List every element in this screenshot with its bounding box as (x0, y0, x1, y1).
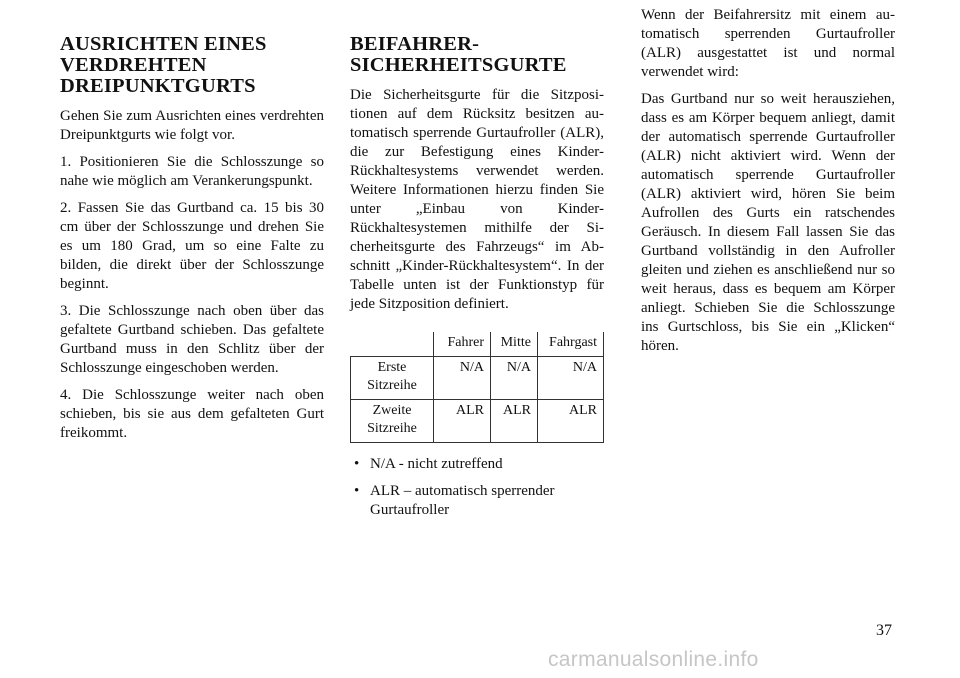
table-row-label: Erste Sitzreihe (351, 357, 434, 400)
alr-instructions-paragraph: Das Gurtband nur so weit herausziehen, dass es am Körper bequem anliegt, damit der automatisch sperrende Gurtaufroller (ALR) nicht aktiviert wird. Wenn der automatisch sperrende Gurtaufroller (ALR) aktiviert wird, hören Sie beim Aufrollen des Gurts ein ratschendes Geräusch. In diesem Fall lassen Sie das Gurtband vollständig in den Aufroller gleiten und ziehen es anschließend nur so weit heraus, dass es bequem am Körper anliegt. Schieben Sie die Schlosszunge ins Gurtschloss, bis Sie ein „Klicken“ hören. (641, 91, 895, 354)
table-cell: N/A (537, 357, 603, 400)
list-item: • ALR – automatisch sperrender Gurtaufroller (354, 483, 555, 518)
section-heading-twisted-belt: AUSRICHTEN EINES VERDREHTEN DREIPUNKTGURTS (60, 33, 267, 97)
table-row-label: Zweite Sitzreihe (351, 400, 434, 443)
left-column (60, 34, 324, 451)
step-4: 4. Die Schlosszunge weiter nach oben schieben, bis sie aus dem gefalteten Gurt freikommt. (60, 387, 324, 441)
right-column (641, 6, 895, 364)
bullet-icon: • (354, 456, 360, 472)
table-corner-cell (351, 332, 434, 357)
middle-column (350, 34, 604, 528)
intro-paragraph: Gehen Sie zum Ausrichten eines verdrehten Dreipunktgurts wie folgt vor. (60, 108, 324, 143)
step-1: 1. Positionieren Sie die Schlosszunge so nahe wie möglich am Verankerungspunkt. (60, 154, 324, 189)
table-cell: ALR (537, 400, 603, 443)
bullet-icon: • (354, 483, 360, 499)
table-cell: ALR (434, 400, 491, 443)
abbreviation-list (350, 455, 604, 520)
page-number: 37 (876, 622, 892, 639)
list-item: • N/A - nicht zutreffend (354, 456, 503, 472)
table-row (351, 400, 604, 443)
table-header-passenger: Fahrgast (537, 332, 603, 357)
watermark: carmanualsonline.info (548, 648, 759, 671)
passenger-belts-paragraph: Die Sicherheitsgurte für die Sitzpositionen auf dem Rücksitz besitzen automatisch sperrende Gurtaufroller (ALR), die zur Befestigung eines Kinder-Rückhaltesystems verwendet werden. Weitere Informationen hierzu finden Sie unter „Einbau von Kinder-Rückhaltesystemen mithilfe der Sicherheitsgurte des Fahrzeugs“ im Abschnitt „Kinder-Rückhaltesystem“. In der Tabelle unten ist der Funktionstyp für jede Sitzposition definiert. (350, 87, 604, 312)
step-2: 2. Fassen Sie das Gurtband ca. 15 bis 30 cm über der Schlosszunge und drehen Sie es um 180 Grad, um so eine Falte zu bilden, die direkt über der Schlosszunge beginnt. (60, 200, 324, 292)
table-row (351, 357, 604, 400)
seat-retractor-table (350, 332, 604, 443)
alr-usage-paragraph: Wenn der Beifahrersitz mit einem automatisch sperrenden Gurtaufroller (ALR) ausgestattet ist und normal verwendet wird: (641, 7, 895, 80)
step-3: 3. Die Schlosszunge nach oben über das gefaltete Gurtband schieben. Das gefaltete Gurtband muss in den Schlitz über der Schlosszunge eingeschoben werden. (60, 303, 324, 376)
table-header-middle: Mitte (491, 332, 538, 357)
table-header-driver: Fahrer (434, 332, 491, 357)
table-cell: ALR (491, 400, 538, 443)
section-heading-passenger-belts: BEIFAHRER- SICHERHEITSGURTE (350, 33, 567, 76)
table-cell: N/A (434, 357, 491, 400)
table-cell: N/A (491, 357, 538, 400)
